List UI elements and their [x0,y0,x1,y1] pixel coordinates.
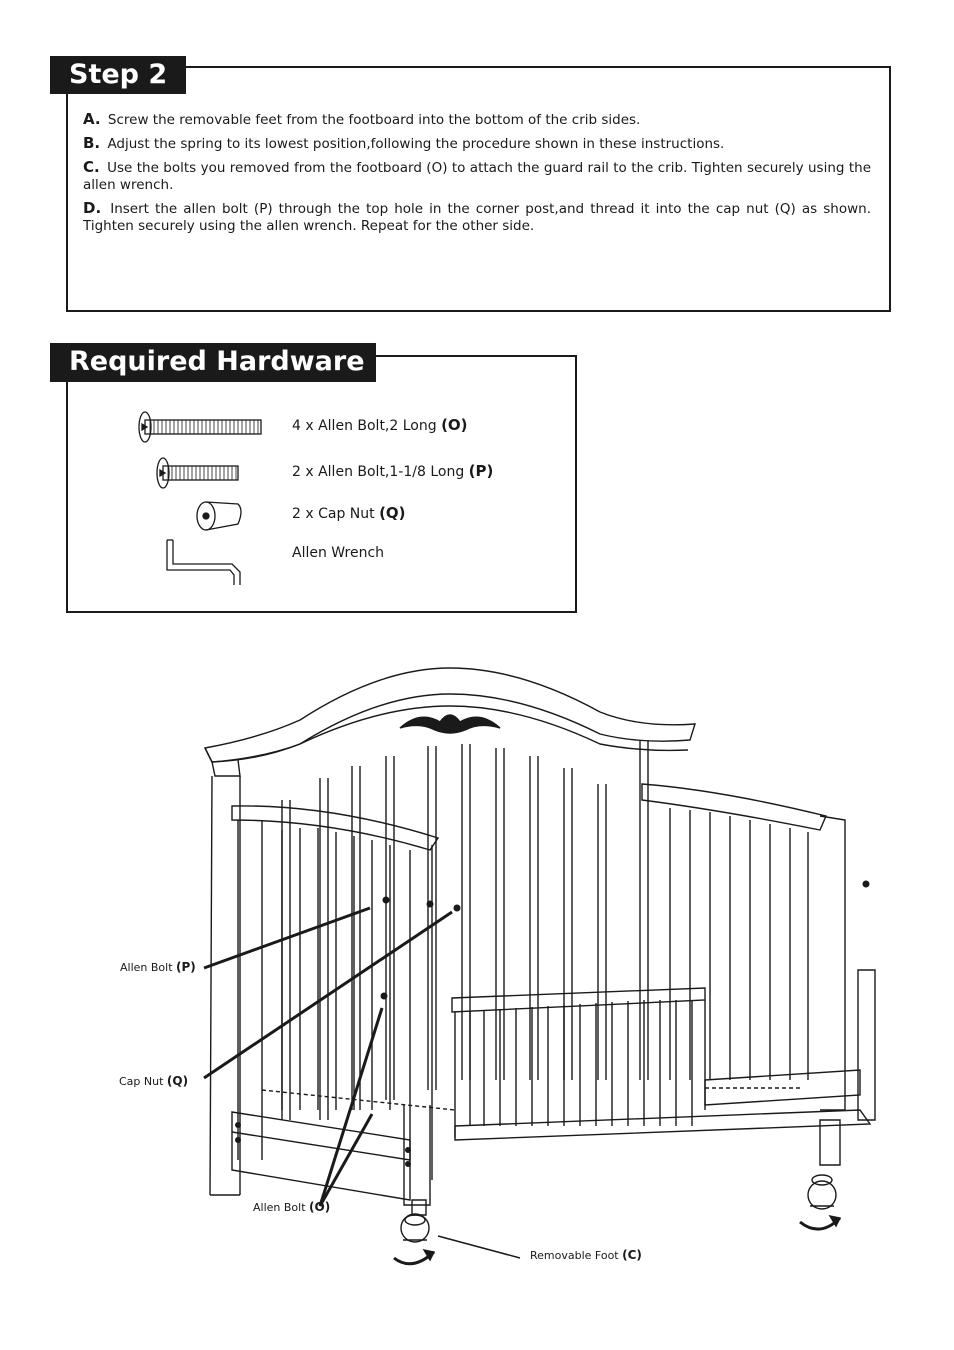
callout-allen-bolt-p [120,960,196,974]
callout-code: (Q) [166,1074,189,1088]
step-letter: A. [83,110,101,128]
hardware-item-code: (O) [441,416,468,434]
callout-label: Cap Nut [119,1075,164,1088]
hardware-item-code: (P) [468,462,494,480]
callout-label: Removable Foot [530,1249,619,1262]
hardware-item-q [292,504,406,522]
callout-leader-lines [204,908,520,1258]
step-item-a [83,111,871,129]
bottom-rail [232,1112,410,1200]
callout-code: (C) [622,1248,642,1262]
cap-nut-icon [197,502,241,530]
step-letter: C. [83,158,100,176]
hardware-item-p [292,462,493,480]
short-allen-bolt-icon [157,458,238,488]
callout-allen-bolt-o [253,1200,330,1214]
callout-label: Allen Bolt [120,961,173,974]
hardware-item-label: Allen Wrench [292,545,385,561]
step-2-title: Step 2 [50,56,186,94]
step-text: Insert the allen bolt (P) through the top hole in the corner post,and thread it into the cap nut (Q) as shown. Tighten securely using the allen wrench. Repeat for the other side. [83,201,871,234]
hardware-item-o [292,416,468,434]
hardware-item-label: 2 x Allen Bolt,1-1/8 Long [292,464,465,480]
right-side-panel [642,784,875,1165]
step-text: Adjust the spring to its lowest position,following the procedure shown in these instructions. [107,136,725,152]
removable-foot-left [401,1200,429,1242]
callout-code: (P) [176,960,196,974]
callout-code: (O) [309,1200,331,1214]
crib-assembly-diagram [0,640,954,1340]
hardware-icons [130,400,270,595]
step-instructions [83,111,871,241]
callout-cap-nut-q [119,1074,188,1088]
callout-label: Allen Bolt [253,1201,306,1214]
step-item-b [83,135,871,153]
required-hardware-title: Required Hardware [50,343,376,382]
guard-rail-left-panel [232,806,438,1180]
step-text: Screw the removable feet from the footboard into the bottom of the crib sides. [107,112,641,128]
step-item-c [83,159,871,194]
removable-foot-right [808,1175,836,1209]
headboard-slats [282,740,648,1120]
allen-wrench-icon [167,540,240,585]
step-letter: B. [83,134,101,152]
hardware-item-label: 2 x Cap Nut [292,506,375,522]
hardware-item-wrench [292,545,384,561]
hardware-item-label: 4 x Allen Bolt,2 Long [292,418,437,434]
headboard-ornament-icon [400,715,500,733]
step-text: Use the bolts you removed from the footboard (O) to attach the guard rail to the crib. Tighten securely using the allen wrench. [83,160,872,193]
hardware-item-code: (Q) [379,504,406,522]
callout-removable-foot-c [530,1248,642,1262]
step-letter: D. [83,199,102,217]
step-item-d [83,200,871,235]
long-allen-bolt-icon [139,412,261,442]
